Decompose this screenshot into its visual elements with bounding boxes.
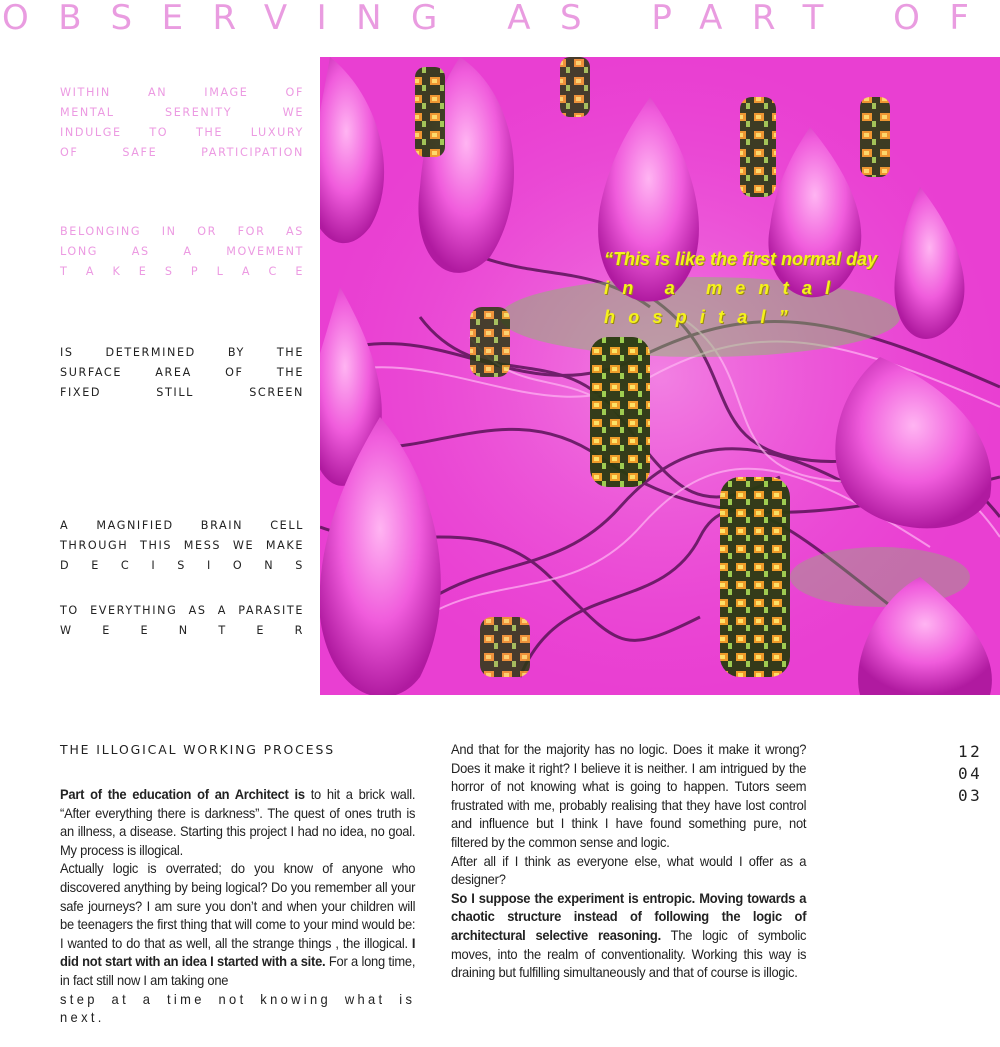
paragraph-text: Actually logic is overrated; do you know of anyone who discovered anything by being logical? Do you remember all your safe journeys? I am sure you don’t and when your children will be teenagers the first thing that will come to your mind would be: I wanted to do that as well, all the strange things , the illogical. <box>60 860 416 951</box>
caption-line: SURFACE AREA OF THE <box>60 366 304 379</box>
caption-line: BELONGING IN OR FOR AS <box>60 225 304 238</box>
caption-line: THROUGH THIS MESS WE MAKE <box>60 539 304 552</box>
caption-line: T A K E S P L A C E <box>60 265 304 278</box>
hero-quote-line-2: in a mental hospital” <box>604 278 844 327</box>
date-day: 12 <box>958 742 983 761</box>
paragraph-text: For a long time, in fact still now I am taking one <box>60 953 416 988</box>
paragraph-bold-lead: So I suppose the experiment is entropic. Moving towards a chaotic structure instead of following the logic of architectural selective reasoning. <box>451 889 807 943</box>
page-header <box>0 0 1000 40</box>
paragraph <box>60 859 415 1026</box>
paragraph: After all if I think as everyone else, what would I offer as a designer? <box>451 852 807 888</box>
caption-line: MENTAL SERENITY WE <box>60 106 304 119</box>
caption-block-1 <box>60 83 304 163</box>
caption-line: W E E N T E R <box>60 624 304 637</box>
caption-line: IS DETERMINED BY THE <box>60 346 304 359</box>
paragraph-bold-lead: Part of the education of an Architect is <box>60 786 305 802</box>
caption-line: FIXED STILL SCREEN <box>60 386 304 399</box>
section-title: THE ILLOGICAL WORKING PROCESS <box>60 742 335 757</box>
page-title: OBSERVING AS PART OF <box>2 0 999 38</box>
paragraph <box>451 889 806 982</box>
hero-collage-image <box>320 57 1000 695</box>
caption-line: TO EVERYTHING AS A PARASITE <box>60 604 304 617</box>
caption-line: LONG AS A MOVEMENT <box>60 245 304 258</box>
caption-block-5 <box>60 601 304 641</box>
date-month: 04 <box>958 764 983 783</box>
caption-block-4 <box>60 516 304 576</box>
paragraph-text: The logic of symbolic moves, into the realm of conventionality. Working this way is draining but fulfilling simultaneously and that of course is illogic. <box>451 926 807 981</box>
hero-quote <box>604 245 1000 332</box>
date-year: 03 <box>958 786 983 805</box>
paragraph: And that for the majority has no logic. Does it make it wrong? Does it make it right? I believe it is neither. I am intrigued by the horror of not knowing what is going to happen. Tutors seem frustrated with me, probably realising that they have lost control and influence but I think I have found something pure, not filtered by the common sense and logic. <box>451 741 807 850</box>
paragraph-text: to hit a brick wall. “After everything there is darkness”. The quest of ones truth is an illness, a disease. Starting this project I had no idea, no goal. My process is illogical. <box>60 786 416 858</box>
caption-line: D E C I S I O N S <box>60 559 304 572</box>
caption-line: OF SAFE PARTICIPATION <box>60 146 304 159</box>
paragraph-bold-text: I did not start with an idea I started with a site. <box>60 934 416 970</box>
caption-line: A MAGNIFIED BRAIN CELL <box>60 519 304 532</box>
body-column-2 <box>451 740 806 982</box>
caption-line: WITHIN AN IMAGE OF <box>60 86 304 99</box>
abstract-brain-cell-artwork <box>320 57 1000 695</box>
caption-block-2 <box>60 222 304 282</box>
body-column-1 <box>60 785 415 1027</box>
hero-quote-line-1: “This is like the first normal day <box>604 249 878 269</box>
paragraph-last-line: step at a time not knowing what is next. <box>60 990 416 1026</box>
paragraph <box>60 785 415 859</box>
page-date <box>958 741 982 807</box>
caption-line: INDULGE TO THE LUXURY <box>60 126 304 139</box>
caption-block-3 <box>60 343 304 403</box>
